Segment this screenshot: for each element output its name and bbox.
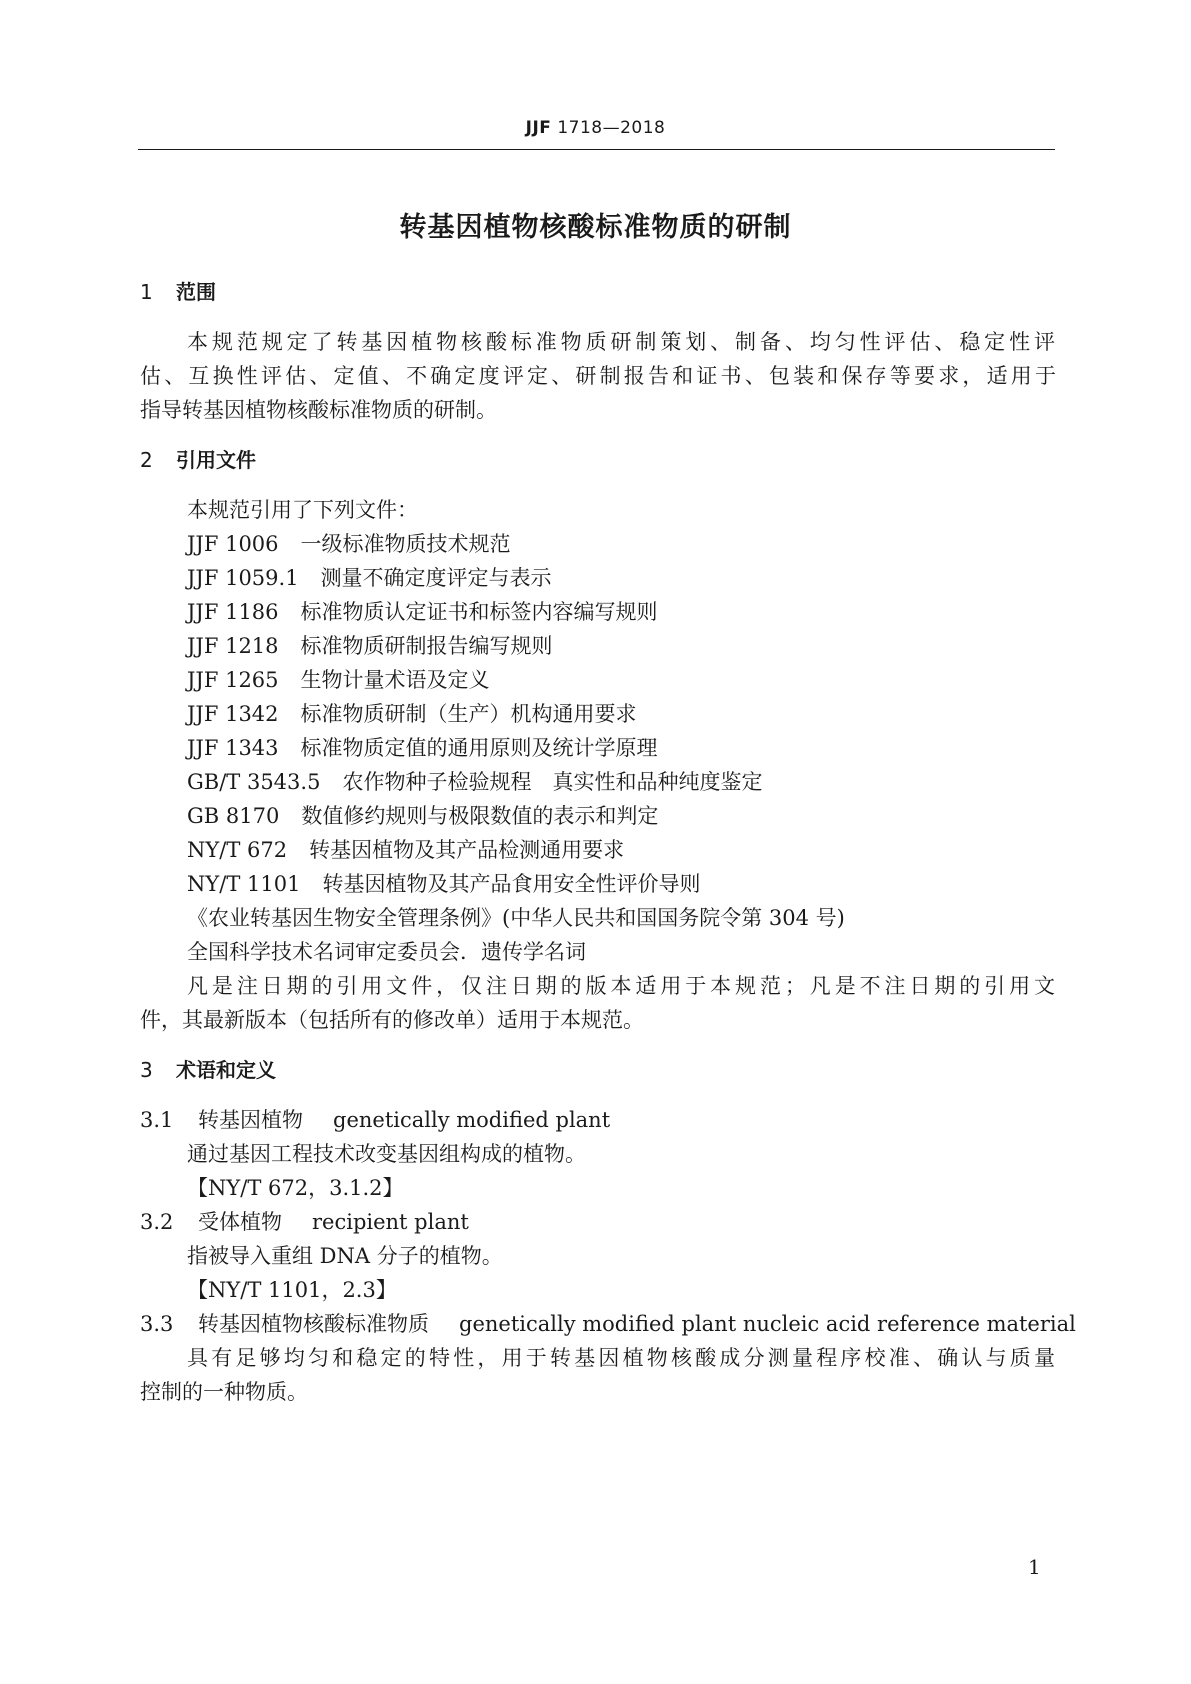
section-title: 术语和定义 bbox=[176, 1058, 276, 1082]
reference-title: 测量不确定度评定与表示 bbox=[320, 566, 552, 590]
standard-code-prefix: JJF bbox=[525, 118, 552, 138]
section-3-heading bbox=[140, 1056, 276, 1084]
section-1-paragraph-line: 估、互换性评估、定值、不确定度评定、研制报告和证书、包装和保存等要求，适用于 bbox=[140, 364, 1056, 388]
reference-title: 标准物质定值的通用原则及统计学原理 bbox=[300, 736, 658, 760]
standard-code-header bbox=[0, 118, 1191, 138]
section-1-paragraph-line: 指导转基因植物核酸标准物质的研制。 bbox=[140, 398, 497, 422]
section-number: 1 bbox=[140, 280, 153, 304]
reference-item bbox=[187, 666, 490, 694]
term-number: 3.2 bbox=[140, 1210, 174, 1234]
reference-title: 转基因植物及其产品食用安全性评价导则 bbox=[322, 872, 701, 896]
term-definition-line: 控制的一种物质。 bbox=[140, 1380, 308, 1404]
term-number: 3.1 bbox=[140, 1108, 174, 1132]
reference-code: JJF 1343 bbox=[187, 736, 279, 760]
standard-code-number: 1718—2018 bbox=[557, 118, 666, 138]
reference-item bbox=[187, 564, 552, 592]
section-title: 范围 bbox=[176, 280, 216, 304]
reference-code: JJF 1059.1 bbox=[187, 566, 299, 590]
term-english: genetically modified plant bbox=[333, 1108, 611, 1132]
reference-code: NY/T 1101 bbox=[187, 872, 301, 896]
reference-code: JJF 1218 bbox=[187, 634, 279, 658]
document-title: 转基因植物核酸标准物质的研制 bbox=[399, 212, 792, 243]
section-number: 2 bbox=[140, 448, 153, 472]
reference-code: JJF 1265 bbox=[187, 668, 279, 692]
reference-title: 一级标准物质技术规范 bbox=[300, 532, 511, 556]
section-2-heading bbox=[140, 446, 256, 474]
reference-code: GB/T 3543.5 bbox=[187, 770, 321, 794]
term-source: 【NY/T 672，3.1.2】 bbox=[187, 1176, 404, 1200]
reference-title: 标准物质研制报告编写规则 bbox=[300, 634, 553, 658]
section-number: 3 bbox=[140, 1058, 153, 1082]
reference-item bbox=[187, 870, 700, 898]
reference-item bbox=[187, 530, 511, 558]
references-note-line: 件，其最新版本（包括所有的修改单）适用于本规范。 bbox=[140, 1008, 644, 1032]
reference-code: NY/T 672 bbox=[187, 838, 288, 862]
page-number: 1 bbox=[1028, 1555, 1041, 1579]
references-note-line: 凡是注日期的引用文件，仅注日期的版本适用于本规范；凡是不注日期的引用文 bbox=[187, 974, 1055, 998]
reference-title: 转基因植物及其产品检测通用要求 bbox=[309, 838, 625, 862]
term-definition: 指被导入重组 DNA 分子的植物。 bbox=[187, 1244, 503, 1268]
reference-title: 农作物种子检验规程 真实性和品种纯度鉴定 bbox=[342, 770, 763, 794]
reference-title: 数值修约规则与极限数值的表示和判定 bbox=[301, 804, 659, 828]
reference-item bbox=[187, 836, 624, 864]
reference-item: 《农业转基因生物安全管理条例》(中华人民共和国国务院令第 304 号) bbox=[187, 906, 845, 930]
term-chinese: 转基因植物核酸标准物质 bbox=[198, 1312, 429, 1336]
reference-code: GB 8170 bbox=[187, 804, 280, 828]
term-chinese: 受体植物 bbox=[198, 1210, 282, 1234]
term-english: recipient plant bbox=[312, 1210, 469, 1234]
section-title: 引用文件 bbox=[176, 448, 256, 472]
term-heading bbox=[140, 1208, 469, 1236]
term-chinese: 转基因植物 bbox=[198, 1108, 303, 1132]
reference-title: 生物计量术语及定义 bbox=[300, 668, 490, 692]
header-divider bbox=[138, 149, 1055, 150]
reference-item bbox=[187, 632, 553, 660]
term-definition-line: 具有足够均匀和稳定的特性，用于转基因植物核酸成分测量程序校准、确认与质量 bbox=[187, 1346, 1055, 1370]
term-heading bbox=[140, 1106, 610, 1134]
reference-item bbox=[187, 700, 637, 728]
reference-title: 标准物质研制（生产）机构通用要求 bbox=[300, 702, 637, 726]
reference-title: 标准物质认定证书和标签内容编写规则 bbox=[300, 600, 658, 624]
section-1-paragraph-line: 本规范规定了转基因植物核酸标准物质研制策划、制备、均匀性评估、稳定性评 bbox=[187, 330, 1055, 354]
term-english: genetically modified plant nucleic acid reference material bbox=[459, 1312, 1076, 1336]
term-number: 3.3 bbox=[140, 1312, 174, 1336]
term-heading bbox=[140, 1310, 1076, 1338]
reference-item bbox=[187, 768, 762, 796]
references-intro: 本规范引用了下列文件： bbox=[187, 498, 418, 522]
term-source: 【NY/T 1101，2.3】 bbox=[187, 1278, 397, 1302]
reference-code: JJF 1186 bbox=[187, 600, 279, 624]
reference-item: 全国科学技术名词审定委员会．遗传学名词 bbox=[187, 940, 586, 964]
reference-code: JJF 1006 bbox=[187, 532, 279, 556]
reference-item bbox=[187, 802, 658, 830]
reference-item bbox=[187, 598, 658, 626]
section-1-heading bbox=[140, 278, 216, 306]
reference-item bbox=[187, 734, 658, 762]
term-definition: 通过基因工程技术改变基因组构成的植物。 bbox=[187, 1142, 586, 1166]
reference-code: JJF 1342 bbox=[187, 702, 279, 726]
